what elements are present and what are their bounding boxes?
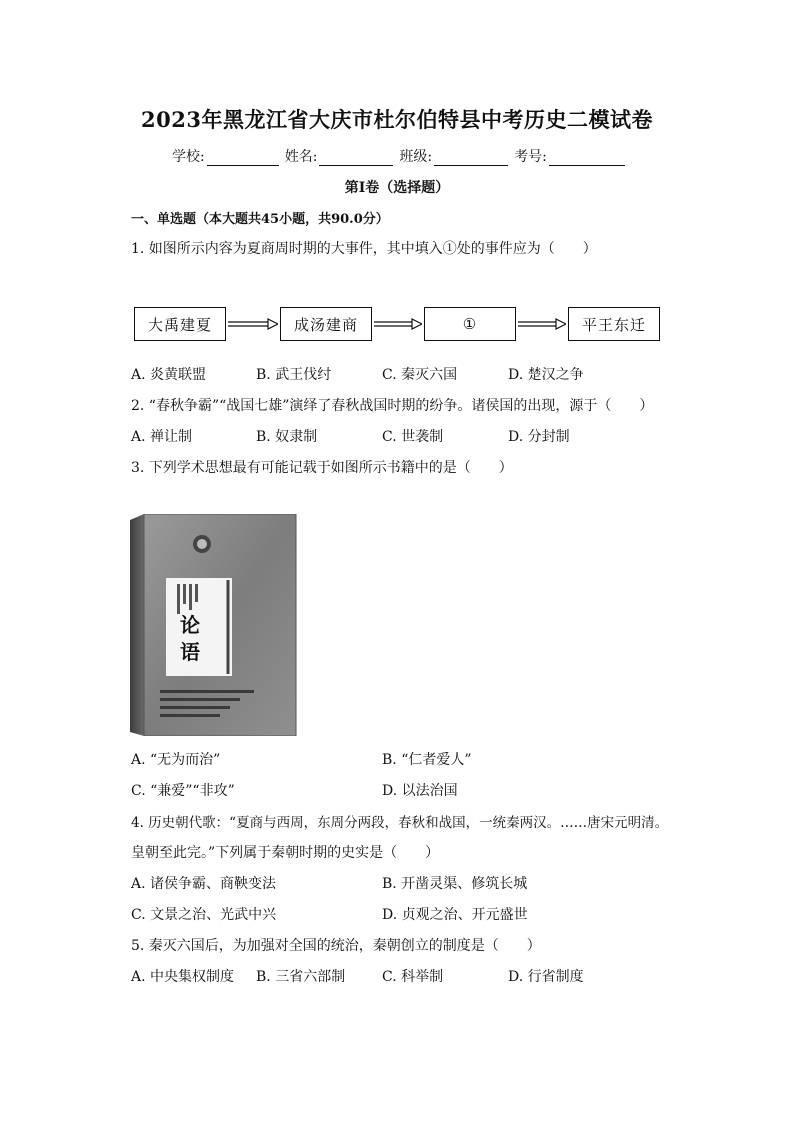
name-field[interactable] xyxy=(319,151,393,166)
lunyu-book-image xyxy=(130,514,300,736)
q5-option-a[interactable]: A. 中央集权制度 xyxy=(131,969,235,985)
q3-option-d[interactable]: D. 以法治国 xyxy=(382,783,458,799)
question-4-stem-line-2: 皇朝至此完。”下列属于秦朝时期的史实是（ ） xyxy=(131,845,440,861)
q2-option-a[interactable]: A. 禅让制 xyxy=(131,429,193,445)
q1-option-b[interactable]: B. 武王伐纣 xyxy=(256,367,332,383)
question-2-stem: 2. “春秋争霸”“战国七雄”演绎了春秋战国时期的纷争。诸侯国的出现，源于（ ） xyxy=(131,398,654,414)
q4-option-b[interactable]: B. 开凿灵渠、修筑长城 xyxy=(382,876,528,892)
q1-option-a[interactable]: A. 炎黄联盟 xyxy=(131,367,207,383)
question-5-stem: 5. 秦灭六国后，为加强对全国的统治，秦朝创立的制度是（ ） xyxy=(131,938,541,954)
question-1-stem: 1. 如图所示内容为夏商周时期的大事件，其中填入①处的事件应为（ ） xyxy=(131,241,597,257)
q2-option-b[interactable]: B. 奴隶制 xyxy=(256,429,318,445)
student-info-row xyxy=(172,146,631,166)
exam-no-label: 考号: xyxy=(514,149,547,165)
q2-option-d[interactable]: D. 分封制 xyxy=(508,429,570,445)
q3-option-a[interactable]: A. “无为而治” xyxy=(131,752,221,768)
q1-option-d[interactable]: D. 楚汉之争 xyxy=(508,367,584,383)
flow-box-4: 平王东迁 xyxy=(568,307,660,341)
flow-arrow-icon xyxy=(228,318,278,330)
book-title-char-1: 论 xyxy=(180,613,200,637)
flow-box-2: 成汤建商 xyxy=(280,307,372,341)
flow-arrow-icon xyxy=(518,318,566,330)
q5-option-d[interactable]: D. 行省制度 xyxy=(508,969,584,985)
q4-option-c[interactable]: C. 文景之治、光武中兴 xyxy=(131,907,277,923)
part-title: 第I卷（选择题） xyxy=(344,180,450,196)
section-title: 一、单选题（本大题共45小题，共90.0分） xyxy=(131,212,389,227)
book-title-char-2: 语 xyxy=(180,640,200,664)
question-3-stem: 3. 下列学术思想最有可能记载于如图所示书籍中的是（ ） xyxy=(131,460,513,476)
question-4-stem-line-1: 4. 历史朝代歌：“夏商与西周，东周分两段，春秋和战国，一统秦两汉。……唐宋元明清。 xyxy=(131,815,669,831)
q4-option-d[interactable]: D. 贞观之治、开元盛世 xyxy=(382,907,528,923)
name-label: 姓名: xyxy=(284,149,318,165)
q4-option-a[interactable]: A. 诸侯争霸、商鞅变法 xyxy=(131,876,277,892)
q2-option-c[interactable]: C. 世袭制 xyxy=(382,429,444,445)
flow-box-1: 大禹建夏 xyxy=(134,307,226,341)
q3-option-c[interactable]: C. “兼爱”“非攻” xyxy=(131,783,235,799)
q3-option-b[interactable]: B. “仁者爱人” xyxy=(382,752,472,768)
q5-option-c[interactable]: C. 科举制 xyxy=(382,969,444,985)
school-field[interactable] xyxy=(207,151,279,166)
q5-option-b[interactable]: B. 三省六部制 xyxy=(256,969,346,985)
q1-option-c[interactable]: C. 秦灭六国 xyxy=(382,367,458,383)
page-title: 2023年黑龙江省大庆市杜尔伯特县中考历史二模试卷 xyxy=(141,107,653,132)
school-label: 学校: xyxy=(172,149,205,165)
flow-arrow-icon xyxy=(374,318,422,330)
exam-no-field[interactable] xyxy=(549,151,625,166)
flow-box-blank: ① xyxy=(424,307,516,341)
class-label: 班级: xyxy=(399,149,433,165)
class-field[interactable] xyxy=(434,151,508,166)
